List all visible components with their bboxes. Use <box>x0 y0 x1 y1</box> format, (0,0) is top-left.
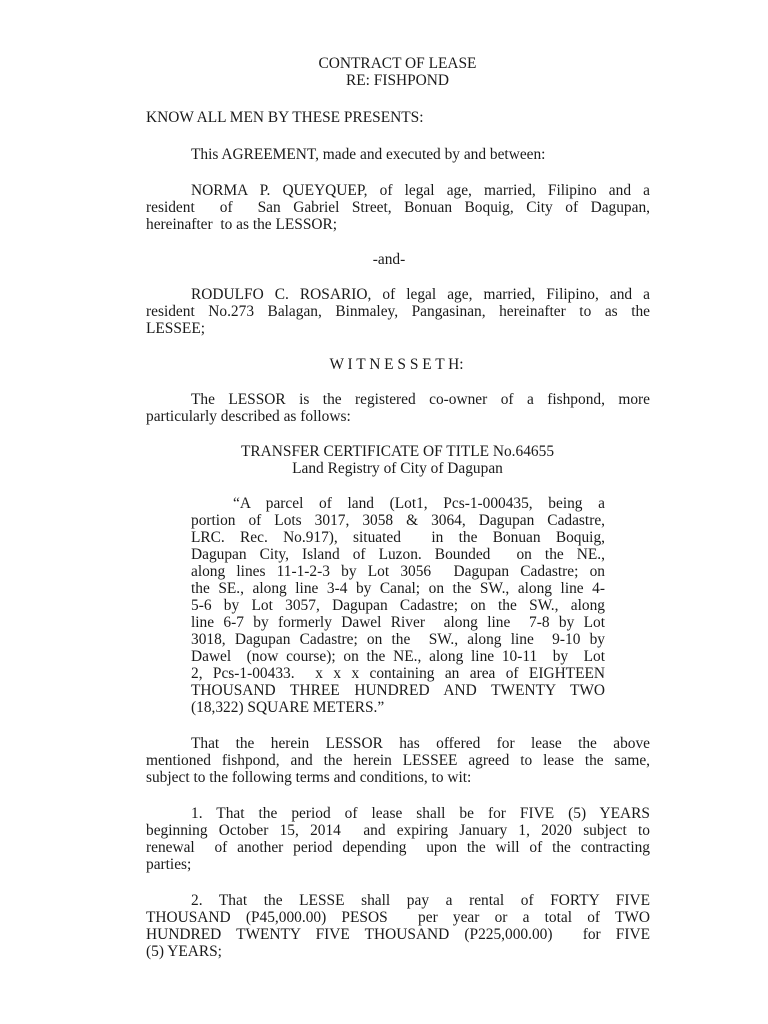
term-1-line: renewal of another period depending upon the will of the contracting <box>146 839 650 856</box>
property-description-line: (18,322) SQUARE METERS.” <box>191 699 385 716</box>
contract-title: CONTRACT OF LEASE <box>318 55 477 72</box>
title-certificate: TRANSFER CERTIFICATE OF TITLE No.64655 <box>240 443 555 460</box>
term-1-line: 1. That the period of lease shall be for FIVE (5) YEARS <box>191 805 650 822</box>
offer-paragraph-line: subject to the following terms and conditions, to wit: <box>146 769 472 786</box>
lessee-paragraph-line: LESSEE; <box>146 320 205 337</box>
witnesseth-heading: W I T N E S S E T H: <box>329 356 464 373</box>
opening-line: KNOW ALL MEN BY THESE PRESENTS: <box>146 109 424 126</box>
term-2-line: (5) YEARS; <box>146 943 222 960</box>
offer-paragraph-line: mentioned fishpond, and the herein LESSEE agreed to lease the same, <box>146 752 650 769</box>
term-1-line: beginning October 15, 2014 and expiring January 1, 2020 subject to <box>146 822 650 839</box>
property-description-line: the SE., along line 3-4 by Canal; on the SW., along line 4- <box>191 580 605 597</box>
lessor-paragraph-line: hereinafter to as the LESSOR; <box>146 216 338 233</box>
property-description-line: 5-6 by Lot 3057, Dagupan Cadastre; on the SW., along <box>191 597 605 614</box>
property-description-line: LRC. Rec. No.917), situated in the Bonuan Boquig, <box>191 529 605 546</box>
term-2-line: HUNDRED TWENTY FIVE THOUSAND (P225,000.00) for FIVE <box>146 926 650 943</box>
property-description-line: along lines 11-1-2-3 by Lot 3056 Dagupan Cadastre; on <box>191 563 605 580</box>
property-description-line: 3018, Dagupan Cadastre; on the SW., along line 9-10 by <box>191 631 605 648</box>
property-description-line: portion of Lots 3017, 3058 & 3064, Dagupan Cadastre, <box>191 512 605 529</box>
property-description-line: line 6-7 by formerly Dawel River along line 7-8 by Lot <box>191 614 605 631</box>
property-description-line: 2, Pcs-1-00433. x x x containing an area of EIGHTEEN <box>191 665 605 682</box>
property-description-line: Dagupan City, Island of Luzon. Bounded on the NE., <box>191 546 605 563</box>
term-2-line: 2. That the LESSE shall pay a rental of FORTY FIVE <box>191 892 650 909</box>
term-2-line: THOUSAND (P45,000.00) PESOS per year or a total of TWO <box>146 909 650 926</box>
land-registry: Land Registry of City of Dagupan <box>292 460 503 477</box>
lessor-statement-line: The LESSOR is the registered co-owner of a fishpond, more <box>191 391 650 408</box>
property-description-line: THOUSAND THREE HUNDRED AND TWENTY TWO <box>191 682 605 699</box>
lessee-paragraph-line: RODULFO C. ROSARIO, of legal age, married, Filipino, and a <box>191 286 650 303</box>
lessee-paragraph-line: resident No.273 Balagan, Binmaley, Pangasinan, hereinafter to as the <box>146 303 650 320</box>
term-1-line: parties; <box>146 856 192 873</box>
property-description-line: “A parcel of land (Lot1, Pcs-1-000435, being a <box>233 495 605 512</box>
property-description-line: Dawel (now course); on the NE., along line 10-11 by Lot <box>191 648 605 665</box>
lessor-paragraph-line: resident of San Gabriel Street, Bonuan Boquig, City of Dagupan, <box>146 199 650 216</box>
agreement-intro: This AGREEMENT, made and executed by and between: <box>191 146 546 163</box>
contract-subtitle: RE: FISHPOND <box>345 72 450 89</box>
lessor-statement-line: particularly described as follows: <box>146 408 351 425</box>
offer-paragraph-line: That the herein LESSOR has offered for lease the above <box>191 735 650 752</box>
lessor-paragraph-line: NORMA P. QUEYQUEP, of legal age, married, Filipino and a <box>191 182 650 199</box>
and-separator: -and- <box>372 251 406 268</box>
